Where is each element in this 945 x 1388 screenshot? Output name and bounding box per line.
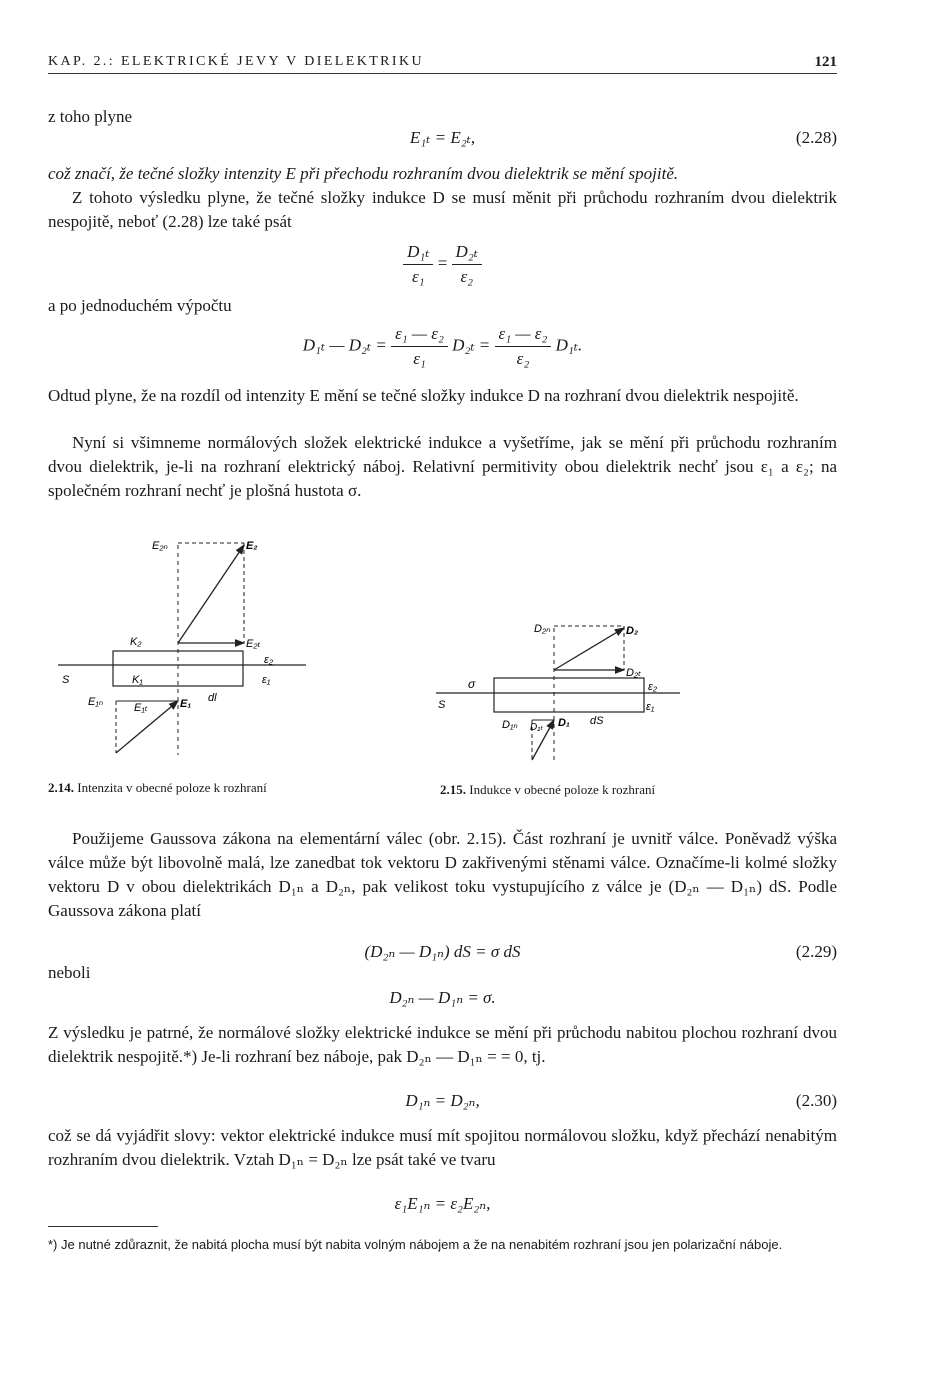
- equation-2-28-number: (2.28): [795, 128, 837, 147]
- footnote-rule: [48, 1226, 158, 1227]
- fraction-right-num: D₂ₜ: [452, 240, 482, 265]
- label-d1t: D₁ₜ: [530, 722, 544, 733]
- eq-diff-f1-den: ε₁: [413, 349, 426, 368]
- caption-fig-2-14: [48, 780, 408, 796]
- paragraph-simple-calc: a po jednoduchém výpočtu: [48, 296, 232, 315]
- label-e1: E₁: [180, 698, 192, 710]
- fraction-right: [452, 240, 482, 289]
- label-s: S: [438, 699, 446, 711]
- paragraph-normal-components: Nyní si všimneme normálových složek elektrické indukce a vyšetříme, jak se mění při průchodu rozhraním dvou dielektrik, je-li na rozhraní elektrický náboj. Relativní permitivity obou dielektrik nechť jsou ε₁ a ε₂; na společném rozhraní nechť je plošná hustota σ.: [48, 433, 837, 500]
- page-number: 121: [814, 54, 837, 70]
- eq-diff-end: D₁ₜ.: [555, 335, 583, 355]
- gauss-cylinder: [494, 678, 644, 712]
- label-d1: D₁: [558, 717, 570, 729]
- fraction-left-den: ε₁: [411, 267, 425, 286]
- vector-d2-arrow: [554, 628, 624, 670]
- equation-2-30-body: D₁ₙ = D₂ₙ,: [405, 1091, 480, 1110]
- fraction-left-num: D₁ₜ: [403, 240, 433, 265]
- vector-e2-arrow: [178, 545, 244, 643]
- label-eps1: ε₁: [646, 701, 655, 713]
- equation-2-30: [48, 1089, 837, 1113]
- paragraph-gauss: Použijeme Gaussova zákona na elementární válec (obr. 2.15). Část rozhraní je uvnitř válce. Poněvadž výška válce může být libovolně malá, lze zanedbat tok vektoru D zakřivenými stěnami válce. Označíme-li kolmé složky vektoru D v obou dielektrikách D₁ₙ a D₂ₙ, pak velikost toku vystupujícího z válce je (D₂ₙ — D₁ₙ) dS. Podle Gaussova zákona platí: [48, 829, 837, 920]
- label-e2n: E₂ₙ: [152, 540, 168, 552]
- paragraph-tangential-continuity: což značí, že tečné složky intenzity E při přechodu rozhraním dvou dielektrik se mění spojitě.: [48, 164, 679, 183]
- paragraph-or: neboli: [48, 963, 91, 982]
- label-e2: E₂: [246, 540, 258, 552]
- header-rule: [48, 73, 837, 74]
- label-k2: K₂: [130, 636, 142, 648]
- equals-sign: =: [437, 253, 448, 273]
- label-d1n: D₁ₙ: [502, 719, 518, 731]
- equation-final: [48, 1192, 837, 1216]
- running-header: KAP. 2.: ELEKTRICKÉ JEVY V DIELEKTRIKU: [48, 54, 424, 69]
- paragraph-intro: z toho plyne: [48, 107, 133, 126]
- label-e2t: E₂ₜ: [246, 638, 261, 650]
- equation-final-body: ε₁E₁ₙ = ε₂E₂ₙ,: [394, 1194, 491, 1213]
- fraction-left: [403, 240, 433, 289]
- paragraph-normal-discontinuity: Z výsledku je patrné, že normálové složky elektrické indukce se mění při průchodu nabitou plochou rozhraní dvou dielektrik nespojitě.*) Je-li rozhraní bez náboje, pak D₂ₙ — D₁ₙ = = 0, tj.: [48, 1023, 837, 1066]
- eq-diff-mid: D₂ₜ =: [452, 335, 491, 355]
- figure-2-14: [48, 535, 318, 765]
- label-sigma: σ: [468, 677, 476, 691]
- label-e1t: E₁ₜ: [134, 702, 149, 714]
- eq-diff-fraction-2: [495, 322, 552, 371]
- label-d2t: D₂ₜ: [626, 667, 642, 679]
- label-e1n: E₁ₙ: [88, 696, 104, 708]
- equation-difference: [48, 322, 837, 371]
- equation-2-29-number: (2.29): [795, 942, 837, 961]
- fraction-right-den: ε₂: [460, 267, 474, 286]
- caption-fig-2-15-number: 2.15.: [440, 782, 466, 797]
- equation-2-28-body: E₁ₜ = E₂ₜ,: [409, 128, 476, 147]
- label-eps2: ε₂: [648, 681, 658, 693]
- eq-diff-f1-num: ε₁ — ε₂: [391, 322, 448, 347]
- footnote: *) Je nutné zdůraznit, že nabitá plocha musí být nabita volným nábojem a že na nenabitém rozhraní jsou jen polarizační náboje.: [48, 1237, 783, 1252]
- equation-2-29-body: (D₂ₙ — D₁ₙ) dS = σ dS: [364, 942, 521, 961]
- label-eps1: ε₁: [262, 674, 271, 686]
- label-eps2: ε₂: [264, 654, 274, 666]
- equation-fraction-ratio: [48, 240, 837, 289]
- caption-fig-2-15-text: Indukce v obecné poloze k rozhraní: [469, 782, 656, 797]
- label-k1: K₁: [132, 674, 143, 686]
- label-ds: dS: [590, 715, 604, 727]
- label-dl: dl: [208, 692, 217, 704]
- paragraph-words: což se dá vyjádřit slovy: vektor elektrické indukce musí mít spojitou normálovou složku, když přechází nenabitým rozhraním dvou dielektrik. Vztah D₁ₙ = D₂ₙ lze psát také ve tvaru: [48, 1126, 837, 1169]
- label-d2: D₂: [626, 625, 639, 637]
- eq-diff-f2-den: ε₂: [516, 349, 530, 368]
- figure-2-15: [432, 620, 692, 770]
- label-d2n: D₂ₙ: [534, 623, 551, 635]
- paragraph-discontinuity: Odtud plyne, že na rozdíl od intenzity E mění se tečné složky indukce D na rozhraní dvou dielektrik nespojitě.: [48, 386, 799, 405]
- equation-2-30-number: (2.30): [795, 1091, 837, 1110]
- caption-fig-2-14-text: Intenzita v obecné poloze k rozhraní: [77, 780, 267, 795]
- eq-diff-lhs: D₁ₜ — D₂ₜ =: [302, 335, 387, 355]
- paragraph-tangential-induction: Z tohoto výsledku plyne, že tečné složky indukce D se musí měnit při průchodu rozhraním dvou dielektrik nespojitě, neboť (2.28) lze také psát: [48, 188, 837, 231]
- equation-2-29b: [48, 986, 837, 1010]
- label-s: S: [62, 674, 70, 686]
- caption-fig-2-14-number: 2.14.: [48, 780, 74, 795]
- equation-2-29b-body: D₂ₙ — D₁ₙ = σ.: [389, 988, 496, 1007]
- equation-2-28: [48, 126, 837, 150]
- eq-diff-fraction-1: [391, 322, 448, 371]
- caption-fig-2-15: [440, 782, 800, 798]
- eq-diff-f2-num: ε₁ — ε₂: [495, 322, 552, 347]
